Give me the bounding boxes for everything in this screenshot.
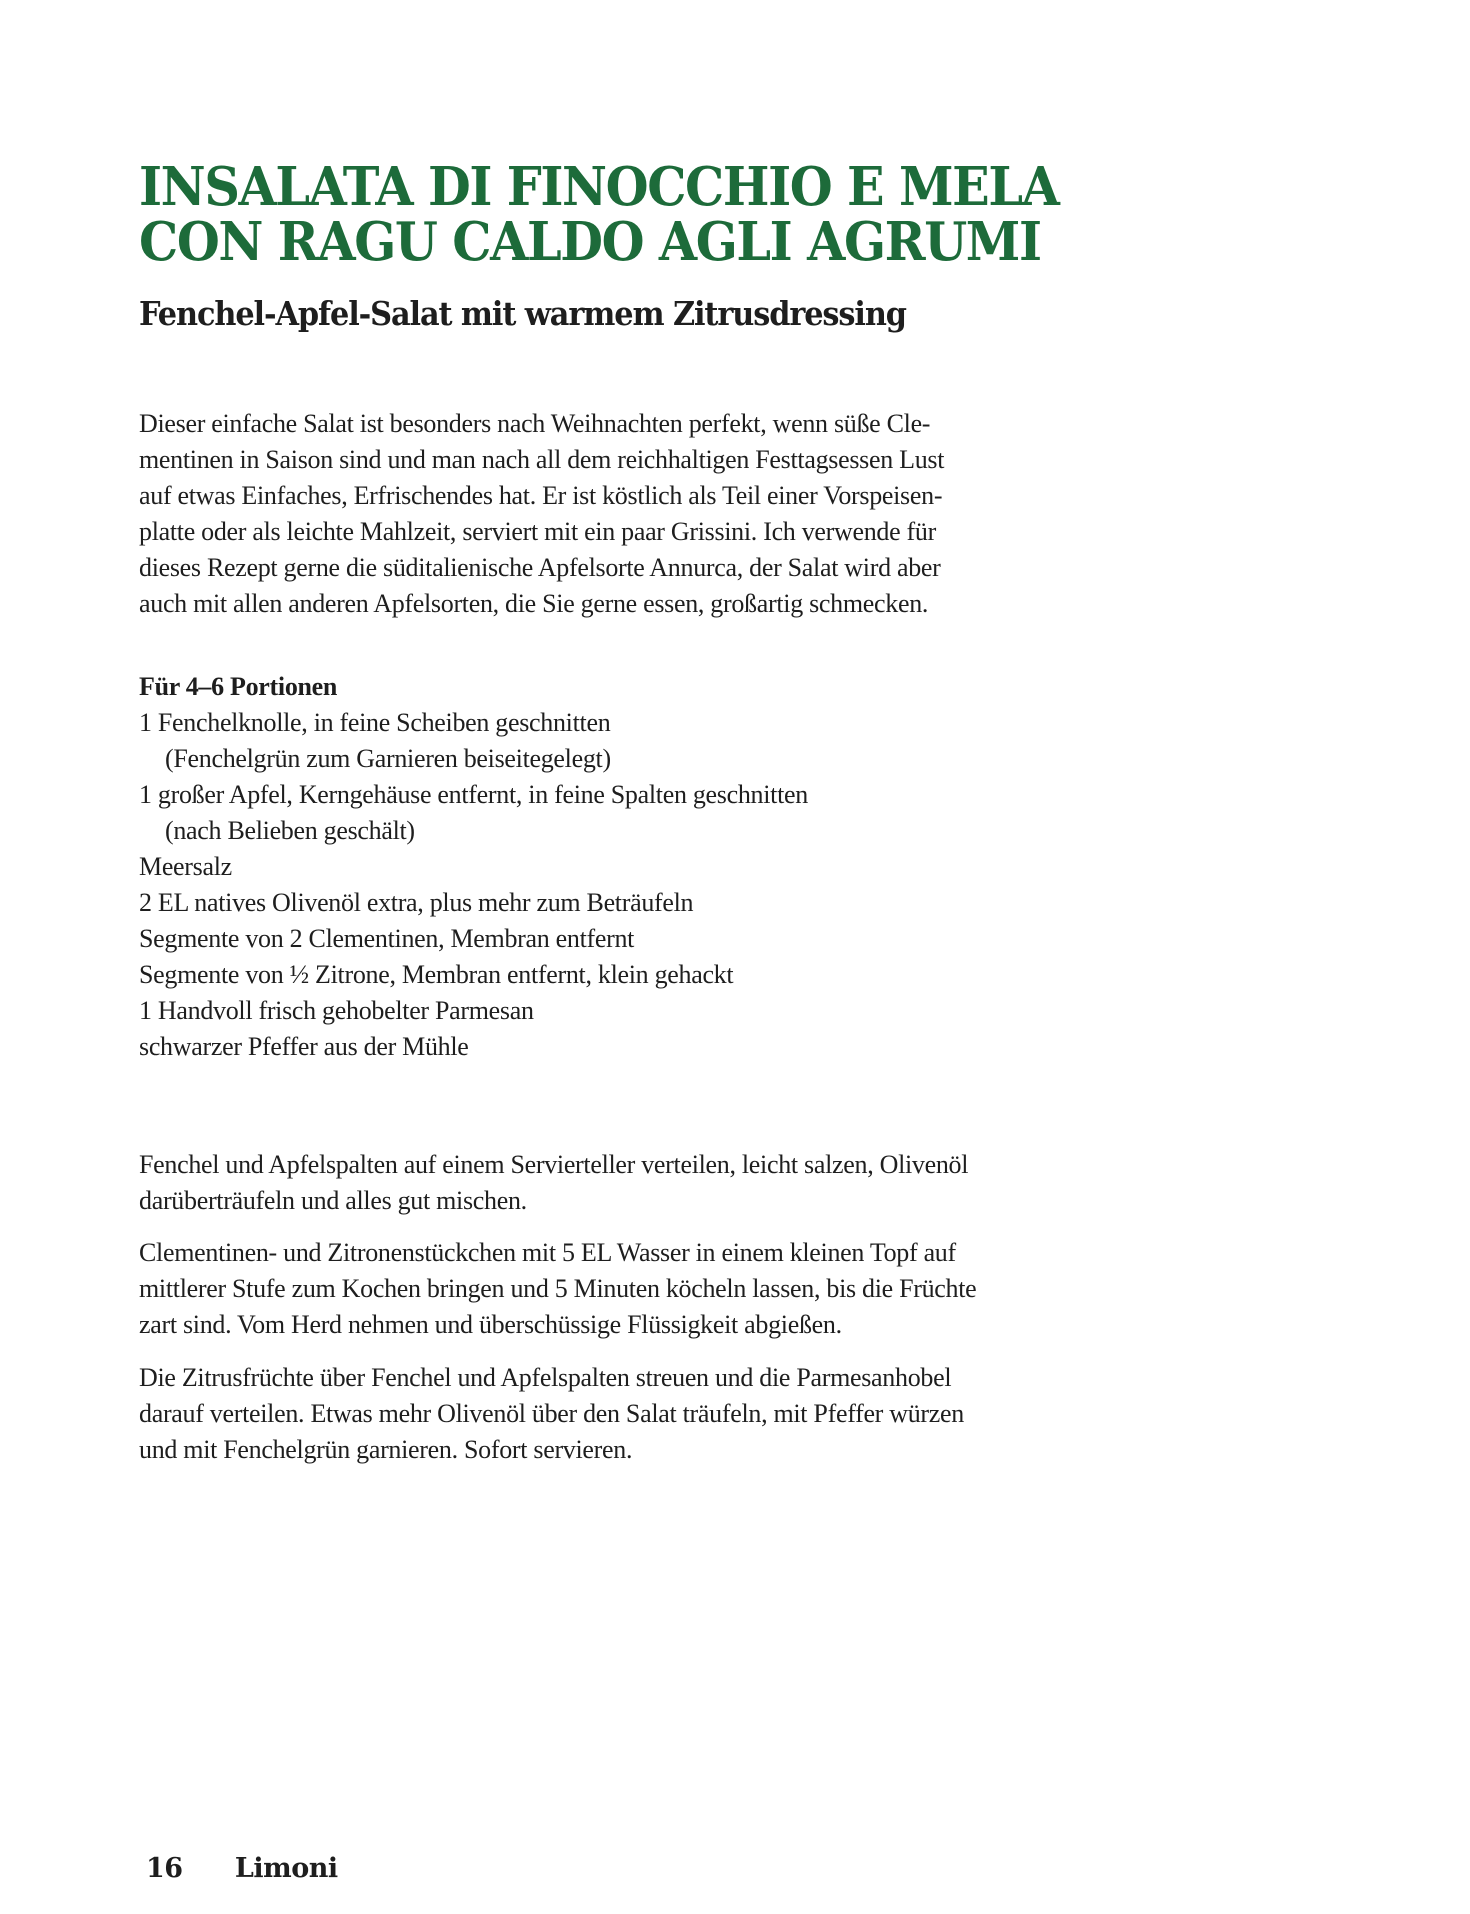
method-step-2 <box>139 1235 1019 1343</box>
page-number: 16 <box>146 1853 183 1884</box>
recipe-title-line-1: INSALATA DI FINOCCHIO E MELA <box>139 156 1059 218</box>
ingredient-item <box>139 777 808 849</box>
ingredient-item: Segmente von 2 Clementinen, Membran entfernt <box>139 924 635 953</box>
ingredient-note: (nach Belieben geschält) <box>165 816 415 845</box>
recipe-title <box>139 156 1069 273</box>
step-line: Die Zitrusfrüchte über Fenchel und Apfelspalten streuen und die Parmesanhobel <box>139 1363 952 1392</box>
ingredient-item: 2 EL natives Olivenöl extra, plus mehr zum Beträufeln <box>139 888 694 917</box>
intro-line: dieses Rezept gerne die süditalienische Apfelsorte Annurca, der Salat wird aber <box>139 553 941 582</box>
ingredient-item <box>139 705 808 777</box>
page-footer <box>146 1852 338 1886</box>
ingredient-text: 1 großer Apfel, Kerngehäuse entfernt, in feine Spalten geschnitten <box>139 780 808 809</box>
ingredient-item: schwarzer Pfeffer aus der Mühle <box>139 1032 469 1061</box>
step-line: Clementinen- und Zitronenstückchen mit 5 EL Wasser in einem kleinen Topf auf <box>139 1238 956 1267</box>
intro-line: auf etwas Einfaches, Erfrischendes hat. Er ist köstlich als Teil einer Vorspeisen- <box>139 481 943 510</box>
intro-line: mentinen in Saison sind und man nach all dem reichhaltigen Festtagsessen Lust <box>139 445 945 474</box>
step-line: und mit Fenchelgrün garnieren. Sofort servieren. <box>139 1435 633 1464</box>
step-line: Fenchel und Apfelspalten auf einem Servierteller verteilen, leicht salzen, Olivenöl <box>139 1150 969 1179</box>
ingredient-item: Meersalz <box>139 852 232 881</box>
ingredient-item: Segmente von ½ Zitrone, Membran entfernt, klein gehackt <box>139 960 734 989</box>
step-line: zart sind. Vom Herd nehmen und überschüssige Flüssigkeit abgießen. <box>139 1310 842 1339</box>
recipe-title-line-2: CON RAGU CALDO AGLI AGRUMI <box>139 211 1041 273</box>
step-line: darüberträufeln und alles gut mischen. <box>139 1186 527 1215</box>
step-line: darauf verteilen. Etwas mehr Olivenöl über den Salat träufeln, mit Pfeffer würzen <box>139 1399 964 1428</box>
ingredient-note: (Fenchelgrün zum Garnieren beiseitegelegt) <box>165 744 611 773</box>
intro-line: auch mit allen anderen Apfelsorten, die Sie gerne essen, großartig schmecken. <box>139 589 929 618</box>
intro-line: platte oder als leichte Mahlzeit, serviert mit ein paar Grissini. Ich verwende für <box>139 517 936 546</box>
method-step-3 <box>139 1360 1019 1468</box>
servings-heading: Für 4–6 Portionen <box>139 672 338 701</box>
step-line: mittlerer Stufe zum Kochen bringen und 5 Minuten köcheln lassen, bis die Früchte <box>139 1274 977 1303</box>
ingredient-list <box>139 705 808 1065</box>
intro-paragraph <box>139 406 1019 622</box>
recipe-subtitle: Fenchel-Apfel-Salat mit warmem Zitrusdressing <box>139 294 906 333</box>
ingredient-item: 1 Handvoll frisch gehobelter Parmesan <box>139 996 534 1025</box>
method-step-1 <box>139 1147 1019 1219</box>
book-title: Limoni <box>234 1853 338 1884</box>
intro-line: Dieser einfache Salat ist besonders nach Weihnachten perfekt, wenn süße Cle- <box>139 409 931 438</box>
ingredient-text: 1 Fenchelknolle, in feine Scheiben geschnitten <box>139 708 611 737</box>
